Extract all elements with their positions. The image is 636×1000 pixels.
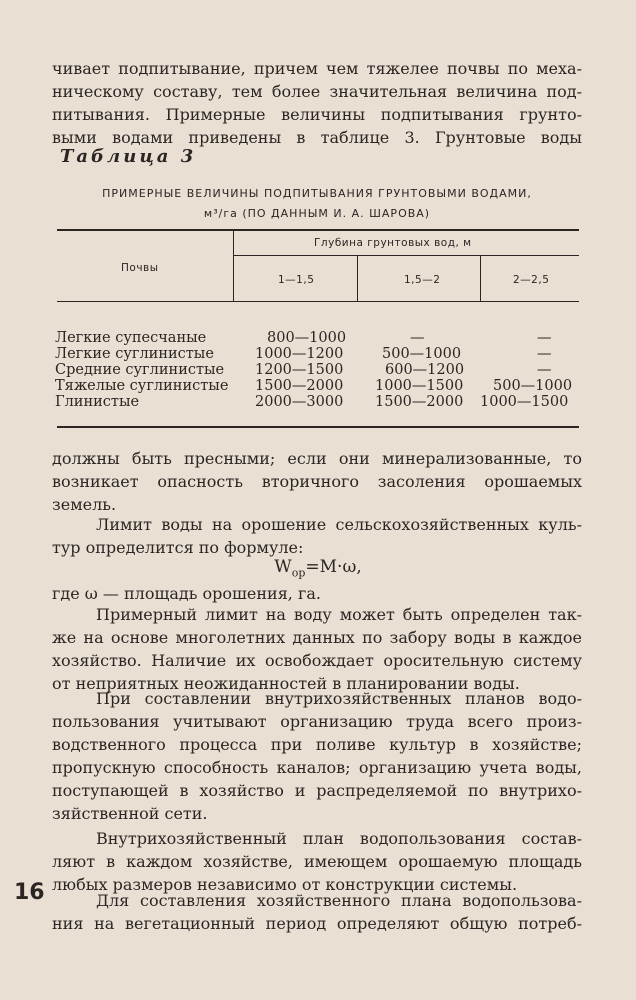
header-depth-1: 1—1,5 — [278, 274, 315, 286]
text-line: пропускную способность каналов; организацию учета воды, — [52, 758, 582, 777]
table-title-line2: м³/га (ПО ДАННЫМ И. А. ШАРОВА) — [203, 207, 431, 220]
cell-value: 600—1200 — [385, 362, 465, 378]
cell-soil: Глинистые — [55, 394, 140, 410]
formula-rest: =M·ω, — [305, 557, 362, 577]
cell-value: 1000—1200 — [255, 346, 344, 362]
table-col-divider — [233, 231, 234, 301]
cell-value: 1000—1500 — [480, 394, 569, 410]
page-number: 16 — [14, 880, 45, 905]
paragraph-fresh-water — [52, 447, 582, 516]
table-header-rule — [57, 301, 579, 302]
paragraph-seasonal — [52, 889, 582, 935]
text-line: Для составления хозяйственного плана водопользова- — [96, 891, 582, 910]
table-row — [55, 378, 585, 394]
table-top-rule — [57, 229, 579, 231]
text-line: где ω — площадь орошения, га. — [52, 584, 321, 603]
table-col-divider — [480, 256, 481, 301]
table-col-divider — [357, 256, 358, 301]
text-line: любых размеров независимо от конструкции системы. — [52, 875, 518, 894]
cell-value: 2000—3000 — [255, 394, 344, 410]
text-line: земель. — [52, 495, 117, 514]
text-line: поступающей в хозяйство и распределяемой по внутрихо- — [52, 781, 582, 800]
formula — [0, 557, 636, 579]
cell-value: — — [537, 346, 552, 362]
text-line: ническому составу, тем более значительная величина под- — [52, 82, 582, 101]
text-line: Внутрихозяйственный план водопользования состав- — [96, 829, 582, 848]
table-bottom-rule — [57, 426, 579, 428]
text-line: же на основе многолетних данных по забору воды в каждое — [52, 628, 582, 647]
table-title — [52, 184, 582, 224]
cell-value: 500—1000 — [493, 378, 573, 394]
table-row — [55, 362, 585, 378]
paragraph-plans — [52, 687, 582, 825]
cell-value: — — [410, 330, 425, 346]
cell-value: — — [537, 362, 552, 378]
text-line: ляют в каждом хозяйстве, имеющем орошаемую площадь — [52, 852, 582, 871]
text-line: тур определится по формуле: — [52, 538, 304, 557]
header-soils: Почвы — [121, 262, 159, 274]
cell-value: 1500—2000 — [375, 394, 464, 410]
paragraph-intro — [52, 57, 582, 149]
table-subheader-rule — [233, 255, 579, 256]
cell-value: 500—1000 — [382, 346, 462, 362]
cell-value: 1200—1500 — [255, 362, 344, 378]
text-line: Лимит воды на орошение сельскохозяйственных куль- — [96, 515, 582, 534]
paragraph-approx-limit — [52, 603, 582, 695]
table-row — [55, 346, 585, 362]
table-row — [55, 394, 585, 410]
cell-soil: Легкие супесчаные — [55, 330, 207, 346]
table-label: Таблица 3 — [60, 146, 197, 167]
cell-value: 1000—1500 — [375, 378, 464, 394]
text-line: выми водами приведены в таблице 3. Грунтовые воды — [52, 128, 582, 147]
text-line: чивает подпитывание, причем чем тяжелее почвы по меха- — [52, 59, 582, 78]
text-line: должны быть пресными; если они минерализованные, то — [52, 449, 582, 468]
formula-subscript: op — [291, 566, 306, 580]
text-line: При составлении внутрихозяйственных планов водо- — [96, 689, 582, 708]
text-line: Примерный лимит на воду может быть определен так- — [96, 605, 582, 624]
text-line: пользования учитывают организацию труда всего произ- — [52, 712, 582, 731]
formula-w: W — [274, 557, 292, 577]
table-row — [55, 330, 585, 346]
text-line: ния на вегетационный период определяют общую потреб- — [52, 914, 582, 933]
paragraph-limit — [52, 513, 582, 559]
cell-value: 800—1000 — [267, 330, 347, 346]
paragraph-inner-plan — [52, 827, 582, 896]
text-line: питывания. Примерные величины подпитывания грунто- — [52, 105, 582, 124]
paragraph-where — [52, 582, 582, 605]
header-depth-group: Глубина грунтовых вод, м — [314, 237, 472, 249]
text-line: от неприятных неожиданностей в планировании воды. — [52, 674, 520, 693]
text-line: возникает опасность вторичного засоления орошаемых — [52, 472, 582, 491]
cell-soil: Легкие суглинистые — [55, 346, 214, 362]
text-line: водственного процесса при поливе культур в хозяйстве; — [52, 735, 582, 754]
text-line: зяйственной сети. — [52, 804, 208, 823]
header-depth-3: 2—2,5 — [513, 274, 550, 286]
cell-value: — — [537, 330, 552, 346]
cell-soil: Тяжелые суглинистые — [55, 378, 229, 394]
table-title-line1: ПРИМЕРНЫЕ ВЕЛИЧИНЫ ПОДПИТЫВАНИЯ ГРУНТОВЫМИ ВОДАМИ, — [102, 187, 532, 200]
cell-value: 1500—2000 — [255, 378, 344, 394]
header-depth-2: 1,5—2 — [404, 274, 441, 286]
cell-soil: Средние суглинистые — [55, 362, 225, 378]
text-line: хозяйство. Наличие их освобождает оросительную систему — [52, 651, 582, 670]
